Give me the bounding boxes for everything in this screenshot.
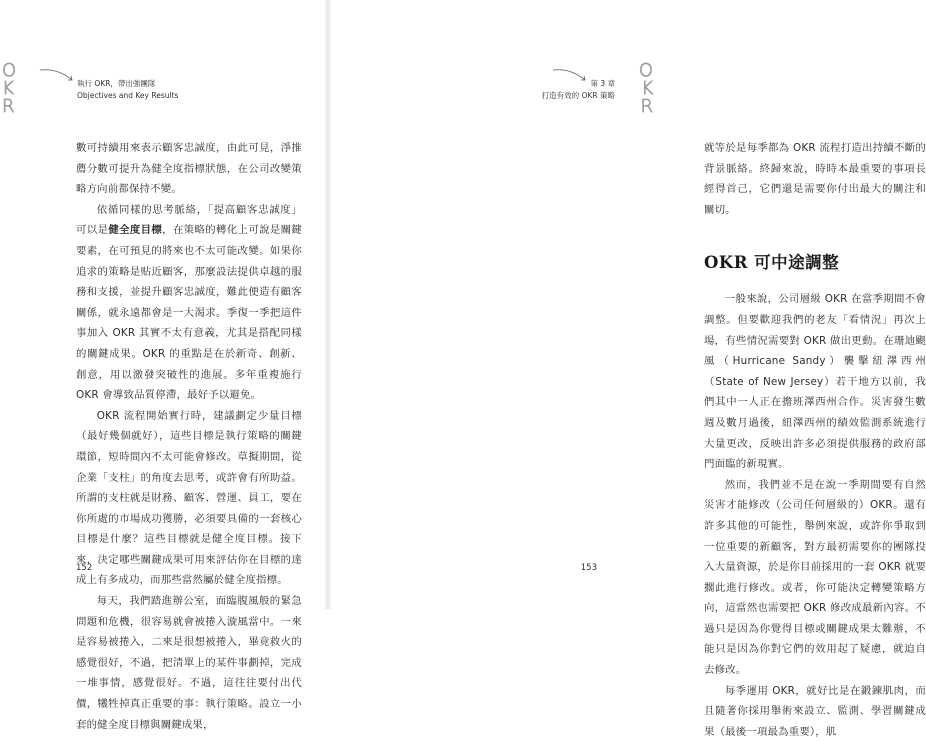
okr-logo-right: O K R xyxy=(638,60,653,117)
paragraph xyxy=(76,406,302,591)
paragraph xyxy=(76,200,302,406)
book-title: 執行 OKR，帶出強團隊 xyxy=(77,79,156,88)
paragraph xyxy=(704,681,926,742)
paragraph-text: 每季運用 OKR，就好比是在鍛鍊肌肉，而且隨著你採用舉術來設立、監測、學習關鍵成果（最後一項最為重要），肌 xyxy=(704,684,926,738)
right-page xyxy=(330,0,926,738)
paragraph-text: 一般來說，公司層級 OKR 在當季期間不會調整。但要歡迎我們的老友「看情況」再次上場，有些情況需要對 OKR 做出更動。在珊迪颶風（Hurricane Sandy）襲擊紐澤西州（State of New Jersey）若干地方以前，我們其中一人正在擔班澤西州合作。災害發生數週及數月過後，紐澤西州的績效監測系統進行大量更改，反映出許多必須提供服務的政府部門面臨的新現實。 xyxy=(704,293,926,471)
bold-term: 健全度目標 xyxy=(108,224,163,237)
page-number-left: 152 xyxy=(76,563,93,573)
paragraph-text: OKR 流程開始實行時，建議劃定少量目標（最好幾個就好），這些目標是執行策略的關鍵環節，短時間內不太可能會修改。草擬期間，從企業「支柱」的角度去思考，或許會有所助益。所謂的支柱就是財務、顧客、營運、員工，要在你所處的市場成功獲勝，必須要具備的一套核心目標是什麼？這些目標就是健全度目標。接下來，決定哪些關鍵成果可用來評估你在目標的達成上有多成功，而那些當然屬於健全度指標。 xyxy=(76,409,302,587)
book-subtitle: Objectives and Key Results xyxy=(77,91,179,100)
running-head-left xyxy=(77,78,178,102)
section-heading: OKR 可中途調整 xyxy=(704,253,840,273)
page-number-right: 153 xyxy=(580,563,597,573)
curved-arrow-icon xyxy=(38,66,78,86)
left-body-text xyxy=(76,138,302,735)
running-head-right xyxy=(542,78,615,102)
paragraph xyxy=(704,138,926,220)
chapter-title: 打造有效的 OKR 策略 xyxy=(541,91,615,100)
right-body-text xyxy=(704,138,926,742)
paragraph xyxy=(704,475,926,681)
right-body-bottom xyxy=(704,289,926,742)
paragraph-text: 依循同樣的思考脈絡，「提高顧客忠誠度」可以是 xyxy=(76,203,302,237)
paragraph-text: 然而，我們並不是在說一季期間要有自然災害才能修改（公司任何層級的）OKR。還有許多其他的可能性，舉例來說，或許你爭取到一位重要的新顧客，對方最初需要你的團隊投入大量資源，於是你目前採用的一套 OKR 就要擱此進行修改。或者，你可能決定轉變策略方向，這當然也需要把 OKR 修改成最新內容。不過只是因為你覺得目標或關鍵成果太難辦，不能只是因為你對它們的效用起了疑慮，就迫自去修改。 xyxy=(704,478,926,677)
paragraph-text: ，在策略的轉化上可說是關鍵要素，在可預見的將來也不太可能改變。如果你追求的策略是贴近顧客，那麼設法提供卓越的服務和支援，並提升顧客忠誠度，難此便造有顧客關係，就永遠都會是一大渴求。季復一季把這件事加入 OKR 其實不太有意義，尤其是搭配同樣的關鍵成果。OKR 的重點是在於新奇、創新、創意，用以激發突破性的進展。多年重複施行 OKR 會導致品質停滯，最好予以避免。 xyxy=(76,224,302,402)
okr-logo-left: O K R xyxy=(2,60,17,117)
paragraph-text: 就等於是每季都為 OKR 流程打造出持續不斷的背景脈絡。終歸來說，時時本最重要的事項長經得首己，它們還是需要你付出最大的關注和關切。 xyxy=(704,142,926,216)
right-body-top xyxy=(704,138,926,220)
paragraph xyxy=(76,591,302,735)
paragraph xyxy=(76,138,302,200)
left-page xyxy=(0,0,327,731)
chapter-number: 第 3 章 xyxy=(590,79,615,88)
paragraph-text: 數可持續用來表示顧客忠誠度，由此可見，淨推薦分數可提升為健全度指標狀態，在公司改變策略方向前都保持不變。 xyxy=(76,142,302,196)
paragraph xyxy=(704,289,926,474)
paragraph-text: 每天，我們踏進辦公室，面臨腹風般的緊急問題和危機，很容易就會被捲入漩風當中。一來是容易被捲入，二來是很想被捲入，畢竟救火的感覺很好，不過，把清單上的某件事劃掉，完成一堆事情，感覺很好。不過，這往往要付出代價，犧牲掉真正重要的事：執行策略。設立一小套的健全度目標與關鍵成果， xyxy=(76,595,302,731)
